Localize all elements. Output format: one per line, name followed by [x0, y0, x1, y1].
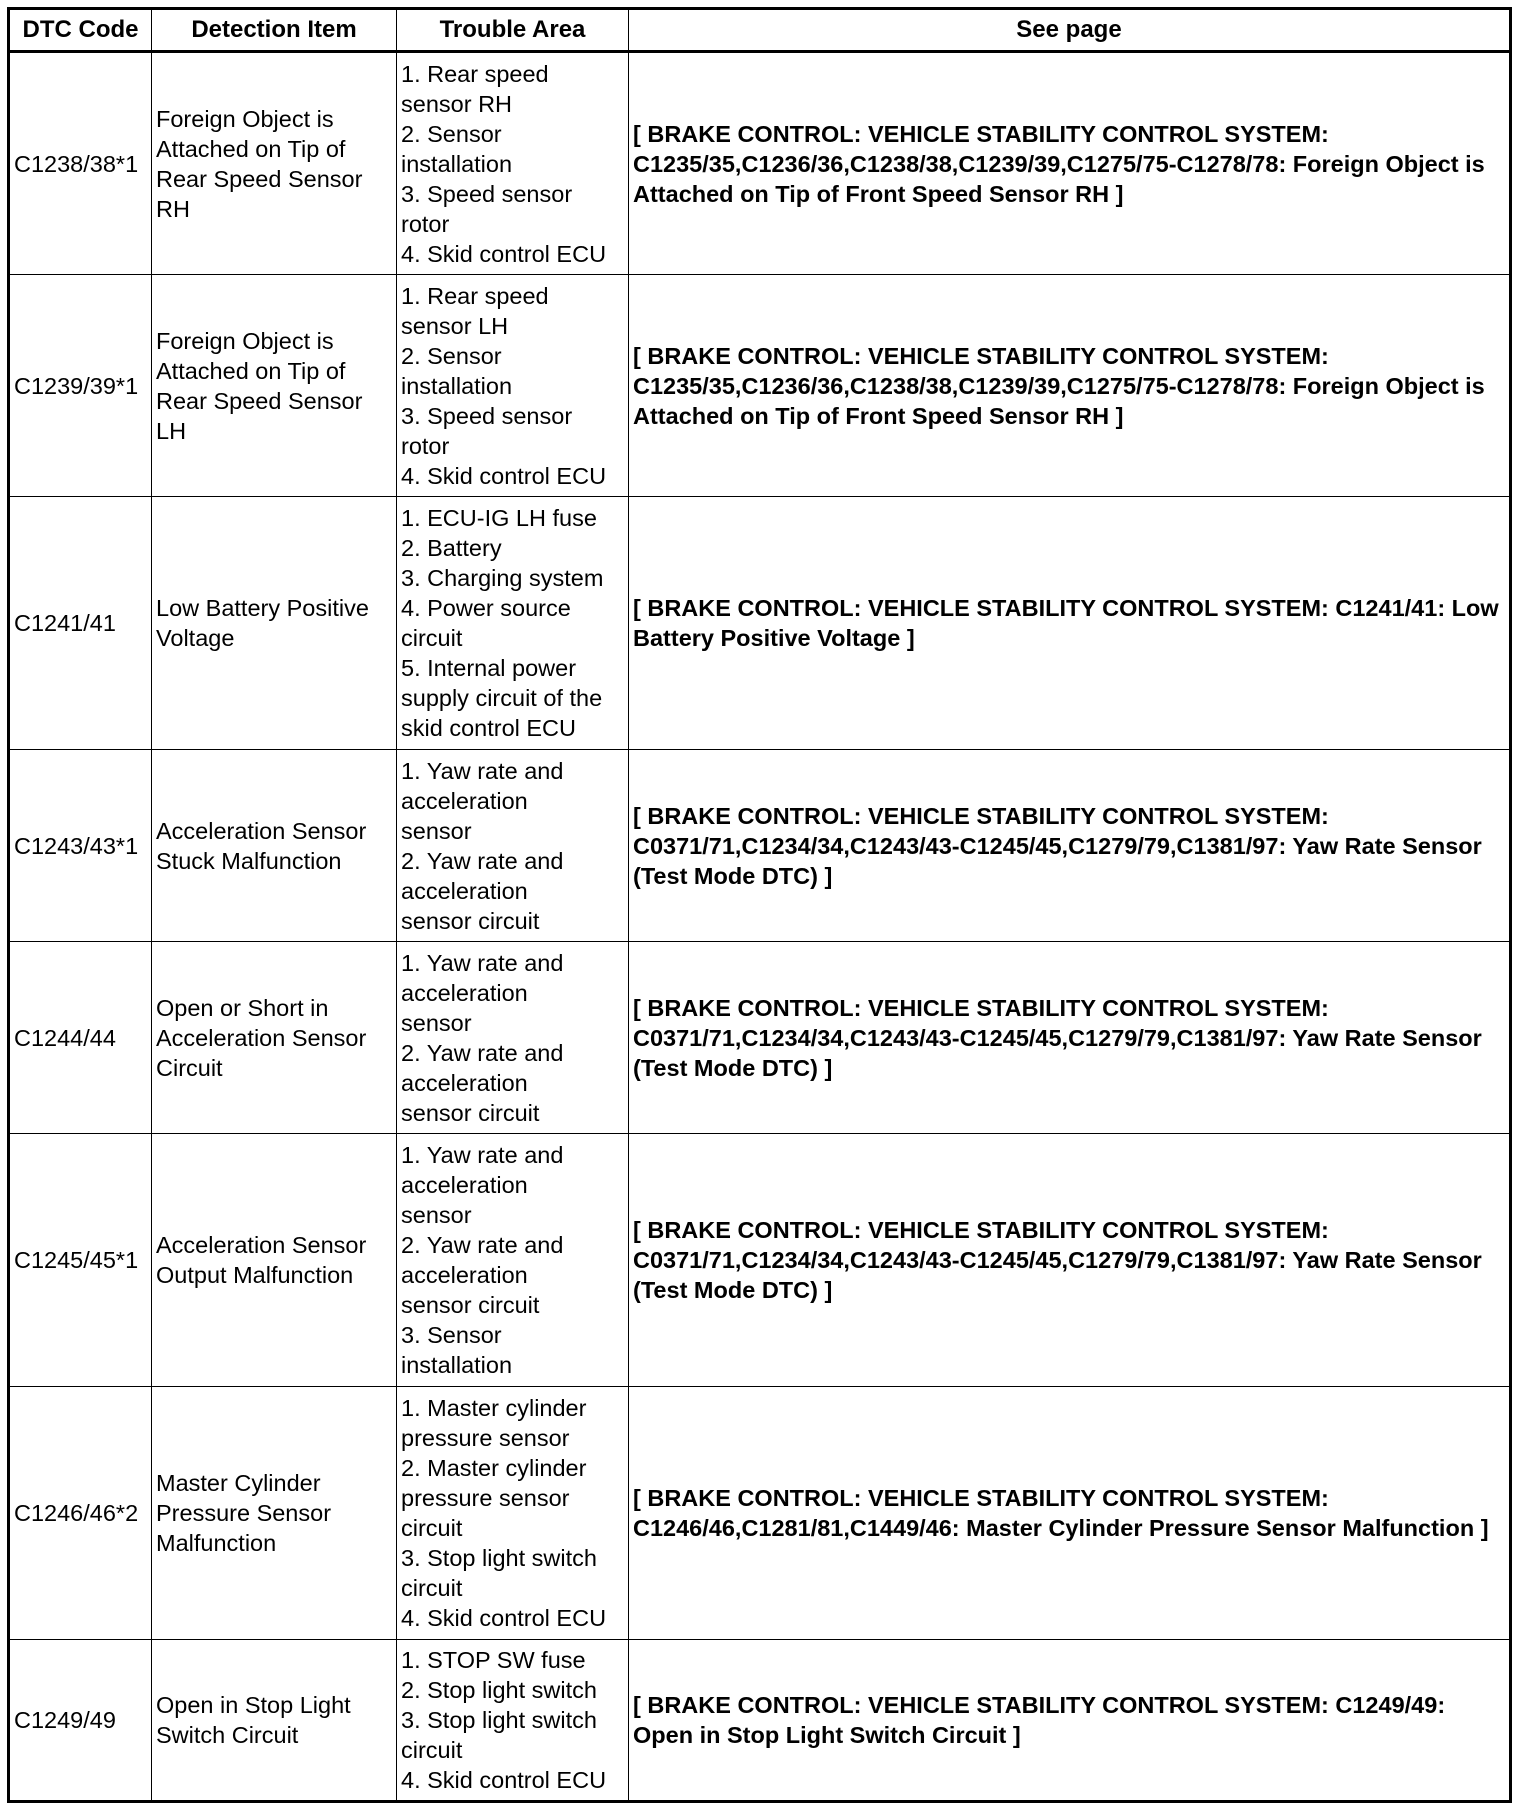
trouble-area-line: 3. Speed sensor — [401, 402, 573, 429]
see-page-link[interactable]: [ BRAKE CONTROL: VEHICLE STABILITY CONTROL SYSTEM: C0371/71,C1234/34,C1243/43-C1245/45,C1279/79,C1381/97: Yaw Rate Sensor (Test Mode DTC) ] — [629, 942, 1511, 1134]
header-detection-item: Detection Item — [152, 9, 397, 52]
trouble-area-cell — [397, 1134, 629, 1387]
table-row — [9, 1640, 1511, 1802]
trouble-area-cell — [397, 275, 629, 497]
see-page-link[interactable]: [ BRAKE CONTROL: VEHICLE STABILITY CONTROL SYSTEM: C1241/41: Low Battery Positive Voltage ] — [629, 497, 1511, 750]
dtc-code-cell: C1238/38*1 — [9, 52, 152, 275]
trouble-area-line: sensor — [401, 1202, 472, 1228]
trouble-area-line: sensor LH — [401, 312, 509, 339]
table-row — [9, 942, 1511, 1134]
detection-item-cell: Open in Stop Light Switch Circuit — [152, 1640, 397, 1802]
see-page-link[interactable]: [ BRAKE CONTROL: VEHICLE STABILITY CONTROL SYSTEM: C0371/71,C1234/34,C1243/43-C1245/45,C1279/79,C1381/97: Yaw Rate Sensor (Test Mode DTC) ] — [629, 1134, 1511, 1387]
trouble-area-line: 4. Skid control ECU — [401, 240, 607, 267]
dtc-code-cell: C1249/49 — [9, 1640, 152, 1802]
table-row — [9, 1387, 1511, 1640]
trouble-area-line: sensor — [401, 1009, 472, 1036]
trouble-area-line: 2. Sensor — [401, 342, 502, 369]
trouble-area-cell — [397, 52, 629, 275]
trouble-area-line: sensor circuit — [401, 1292, 540, 1318]
trouble-area-line: sensor circuit — [401, 907, 540, 934]
trouble-area-line: sensor RH — [401, 90, 513, 117]
trouble-area-line: 2. Master cylinder — [401, 1455, 587, 1481]
dtc-code-cell: C1246/46*2 — [9, 1387, 152, 1640]
trouble-area-line: 4. Skid control ECU — [401, 1767, 607, 1793]
trouble-area-line: 2. Yaw rate and — [401, 1039, 564, 1066]
table-row — [9, 275, 1511, 497]
trouble-area-line: rotor — [401, 432, 450, 459]
trouble-area-line: 4. Skid control ECU — [401, 1605, 607, 1631]
see-page-link[interactable]: [ BRAKE CONTROL: VEHICLE STABILITY CONTROL SYSTEM: C1246/46,C1281/81,C1449/46: Master Cylinder Pressure Sensor Malfunction ] — [629, 1387, 1511, 1640]
trouble-area-cell — [397, 942, 629, 1134]
table-row — [9, 497, 1511, 750]
trouble-area-cell — [397, 1640, 629, 1802]
trouble-area-line: pressure sensor — [401, 1485, 570, 1511]
trouble-area-line: rotor — [401, 210, 450, 237]
trouble-area-line: 1. Master cylinder — [401, 1395, 587, 1421]
trouble-area-line: 2. Yaw rate and — [401, 847, 564, 874]
see-page-link[interactable]: [ BRAKE CONTROL: VEHICLE STABILITY CONTROL SYSTEM: C0371/71,C1234/34,C1243/43-C1245/45,C1279/79,C1381/97: Yaw Rate Sensor (Test Mode DTC) ] — [629, 750, 1511, 942]
dtc-code-cell: C1241/41 — [9, 497, 152, 750]
trouble-area-line: 4. Skid control ECU — [401, 462, 607, 489]
see-page-link[interactable]: [ BRAKE CONTROL: VEHICLE STABILITY CONTROL SYSTEM: C1235/35,C1236/36,C1238/38,C1239/39,C1275/75-C1278/78: Foreign Object is Attached on Tip of Front Speed Sensor RH ] — [629, 275, 1511, 497]
trouble-area-line: 2. Yaw rate and — [401, 1232, 564, 1258]
trouble-area-line: 4. Power source — [401, 595, 571, 621]
trouble-area-line: 1. Rear speed — [401, 60, 549, 87]
header-see-page: See page — [629, 9, 1511, 52]
trouble-area-line: acceleration — [401, 979, 528, 1006]
trouble-area-cell — [397, 497, 629, 750]
trouble-area-line: skid control ECU — [401, 715, 576, 741]
table-row — [9, 52, 1511, 275]
trouble-area-line: acceleration — [401, 877, 528, 904]
trouble-area-line: installation — [401, 372, 513, 399]
dtc-code-cell: C1243/43*1 — [9, 750, 152, 942]
trouble-area-line: sensor circuit — [401, 1099, 540, 1126]
trouble-area-line: installation — [401, 1352, 513, 1378]
trouble-area-line: circuit — [401, 625, 463, 651]
see-page-link[interactable]: [ BRAKE CONTROL: VEHICLE STABILITY CONTROL SYSTEM: C1235/35,C1236/36,C1238/38,C1239/39,C1275/75-C1278/78: Foreign Object is Attached on Tip of Front Speed Sensor RH ] — [629, 52, 1511, 275]
see-page-link[interactable]: [ BRAKE CONTROL: VEHICLE STABILITY CONTROL SYSTEM: C1249/49: Open in Stop Light Switch Circuit ] — [629, 1640, 1511, 1802]
trouble-area-line: 3. Charging system — [401, 565, 604, 591]
trouble-area-line: acceleration — [401, 1262, 528, 1288]
header-trouble-area: Trouble Area — [397, 9, 629, 52]
dtc-code-cell: C1239/39*1 — [9, 275, 152, 497]
trouble-area-line: acceleration — [401, 1069, 528, 1096]
trouble-area-line: 1. Rear speed — [401, 282, 549, 309]
table-row — [9, 750, 1511, 942]
trouble-area-cell — [397, 750, 629, 942]
trouble-area-line: 1. ECU-IG LH fuse — [401, 505, 597, 531]
header-row — [9, 9, 1511, 52]
trouble-area-line: 1. Yaw rate and — [401, 1142, 564, 1168]
detection-item-cell: Foreign Object is Attached on Tip of Rear Speed Sensor LH — [152, 275, 397, 497]
trouble-area-line: 3. Stop light switch — [401, 1545, 597, 1571]
trouble-area-line: 1. STOP SW fuse — [401, 1647, 586, 1673]
trouble-area-line: 3. Stop light switch — [401, 1707, 597, 1733]
trouble-area-line: circuit — [401, 1737, 463, 1763]
trouble-area-line: installation — [401, 150, 513, 177]
trouble-area-line: circuit — [401, 1575, 463, 1601]
trouble-area-line: 3. Sensor — [401, 1322, 502, 1348]
trouble-area-line: pressure sensor — [401, 1425, 570, 1451]
trouble-area-line: 5. Internal power — [401, 655, 577, 681]
dtc-code-cell: C1244/44 — [9, 942, 152, 1134]
detection-item-cell: Open or Short in Acceleration Sensor Circuit — [152, 942, 397, 1134]
detection-item-cell: Low Battery Positive Voltage — [152, 497, 397, 750]
trouble-area-line: 1. Yaw rate and — [401, 757, 564, 784]
trouble-area-line: sensor — [401, 817, 472, 844]
dtc-table — [7, 7, 1512, 1803]
detection-item-cell: Foreign Object is Attached on Tip of Rear Speed Sensor RH — [152, 52, 397, 275]
trouble-area-line: 2. Battery — [401, 535, 502, 561]
trouble-area-line: circuit — [401, 1515, 463, 1541]
table-row — [9, 1134, 1511, 1387]
detection-item-cell: Acceleration Sensor Stuck Malfunction — [152, 750, 397, 942]
trouble-area-line: acceleration — [401, 787, 528, 814]
header-dtc-code: DTC Code — [9, 9, 152, 52]
trouble-area-line: supply circuit of the — [401, 685, 603, 711]
trouble-area-line: 1. Yaw rate and — [401, 949, 564, 976]
dtc-code-cell: C1245/45*1 — [9, 1134, 152, 1387]
trouble-area-line: 2. Stop light switch — [401, 1677, 597, 1703]
trouble-area-line: acceleration — [401, 1172, 528, 1198]
trouble-area-cell — [397, 1387, 629, 1640]
trouble-area-line: 3. Speed sensor — [401, 180, 573, 207]
detection-item-cell: Master Cylinder Pressure Sensor Malfunction — [152, 1387, 397, 1640]
detection-item-cell: Acceleration Sensor Output Malfunction — [152, 1134, 397, 1387]
trouble-area-line: 2. Sensor — [401, 120, 502, 147]
